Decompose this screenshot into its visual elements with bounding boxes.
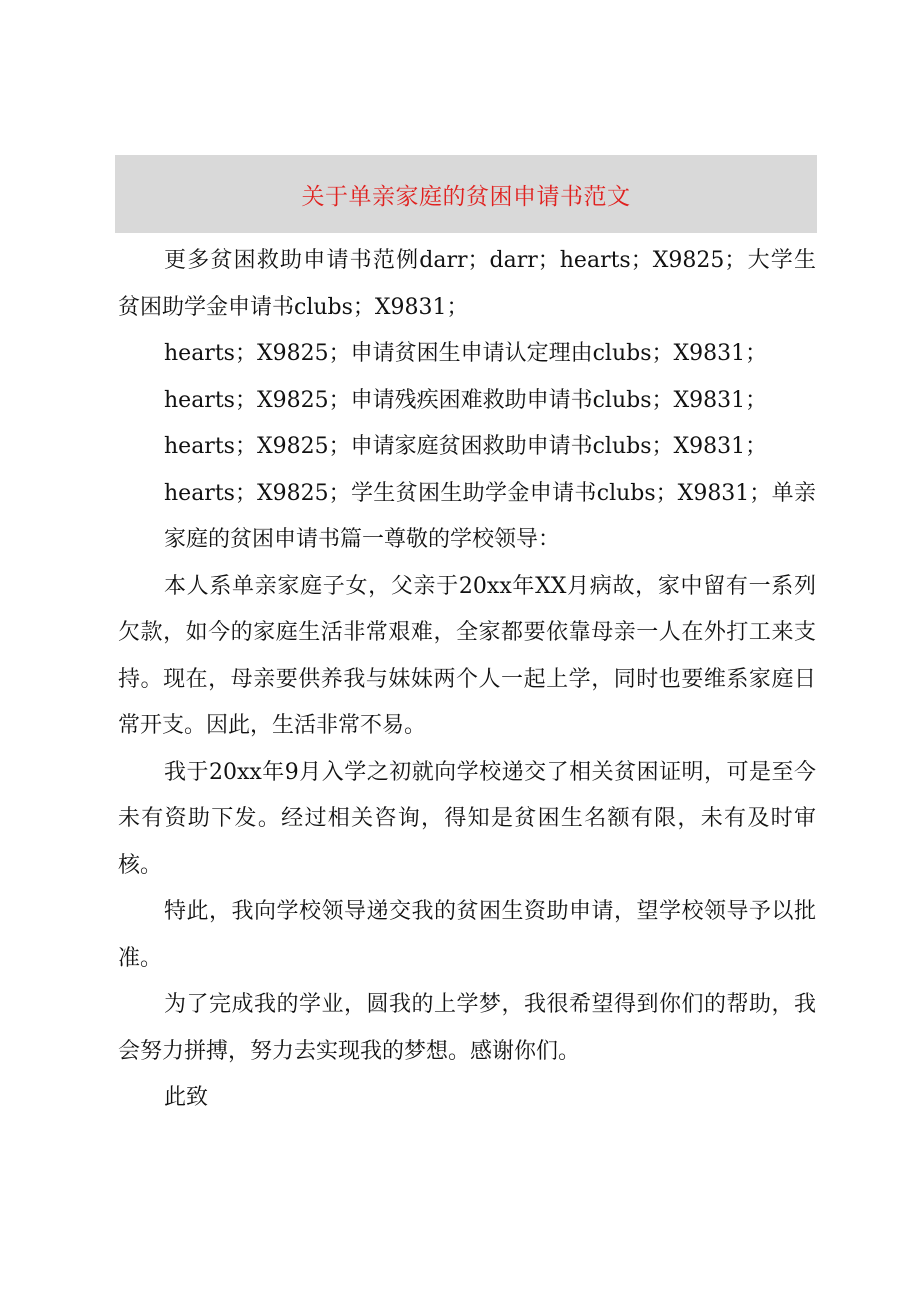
- paragraph: 特此，我向学校领导递交我的贫困生资助申请，望学校领导予以批准。: [118, 899, 816, 971]
- paragraph: 更多贫困救助申请书范例darr；darr；hearts；X9825；大学生贫困助学金申请书clubs；X9831；: [118, 248, 816, 320]
- paragraph: hearts；X9825；学生贫困生助学金申请书clubs；X9831；单亲家庭的贫困申请书篇一尊敬的学校领导：: [164, 480, 816, 552]
- paragraph: hearts；X9825；申请残疾困难救助申请书clubs；X9831；: [164, 387, 768, 413]
- paragraph: hearts；X9825；申请家庭贫困救助申请书clubs；X9831；: [164, 434, 768, 459]
- document-title: 关于单亲家庭的贫困申请书范文: [301, 183, 631, 210]
- document-body: [118, 238, 816, 1122]
- paragraph: 我于20xx年9月入学之初就向学校递交了相关贫困证明，可是至今未有资助下发。经过相关咨询，得知是贫困生名额有限，未有及时审核。: [118, 759, 816, 878]
- paragraph: hearts；X9825；申请贫困生申请认定理由clubs；X9831；: [164, 341, 768, 366]
- closing-line: 此致: [164, 1085, 209, 1110]
- paragraph: 本人系单亲家庭子女，父亲于20xx年XX月病故，家中留有一系列欠款，如今的家庭生活非常艰难，全家都要依靠母亲一人在外打工来支持。现在，母亲要供养我与妹妹两个人一起上学，同时也要维系家庭日常开支。因此，生活非常不易。: [118, 573, 816, 738]
- title-banner: [115, 155, 817, 233]
- paragraph: 为了完成我的学业，圆我的上学梦，我很希望得到你们的帮助，我会努力拼搏，努力去实现我的梦想。感谢你们。: [118, 992, 816, 1064]
